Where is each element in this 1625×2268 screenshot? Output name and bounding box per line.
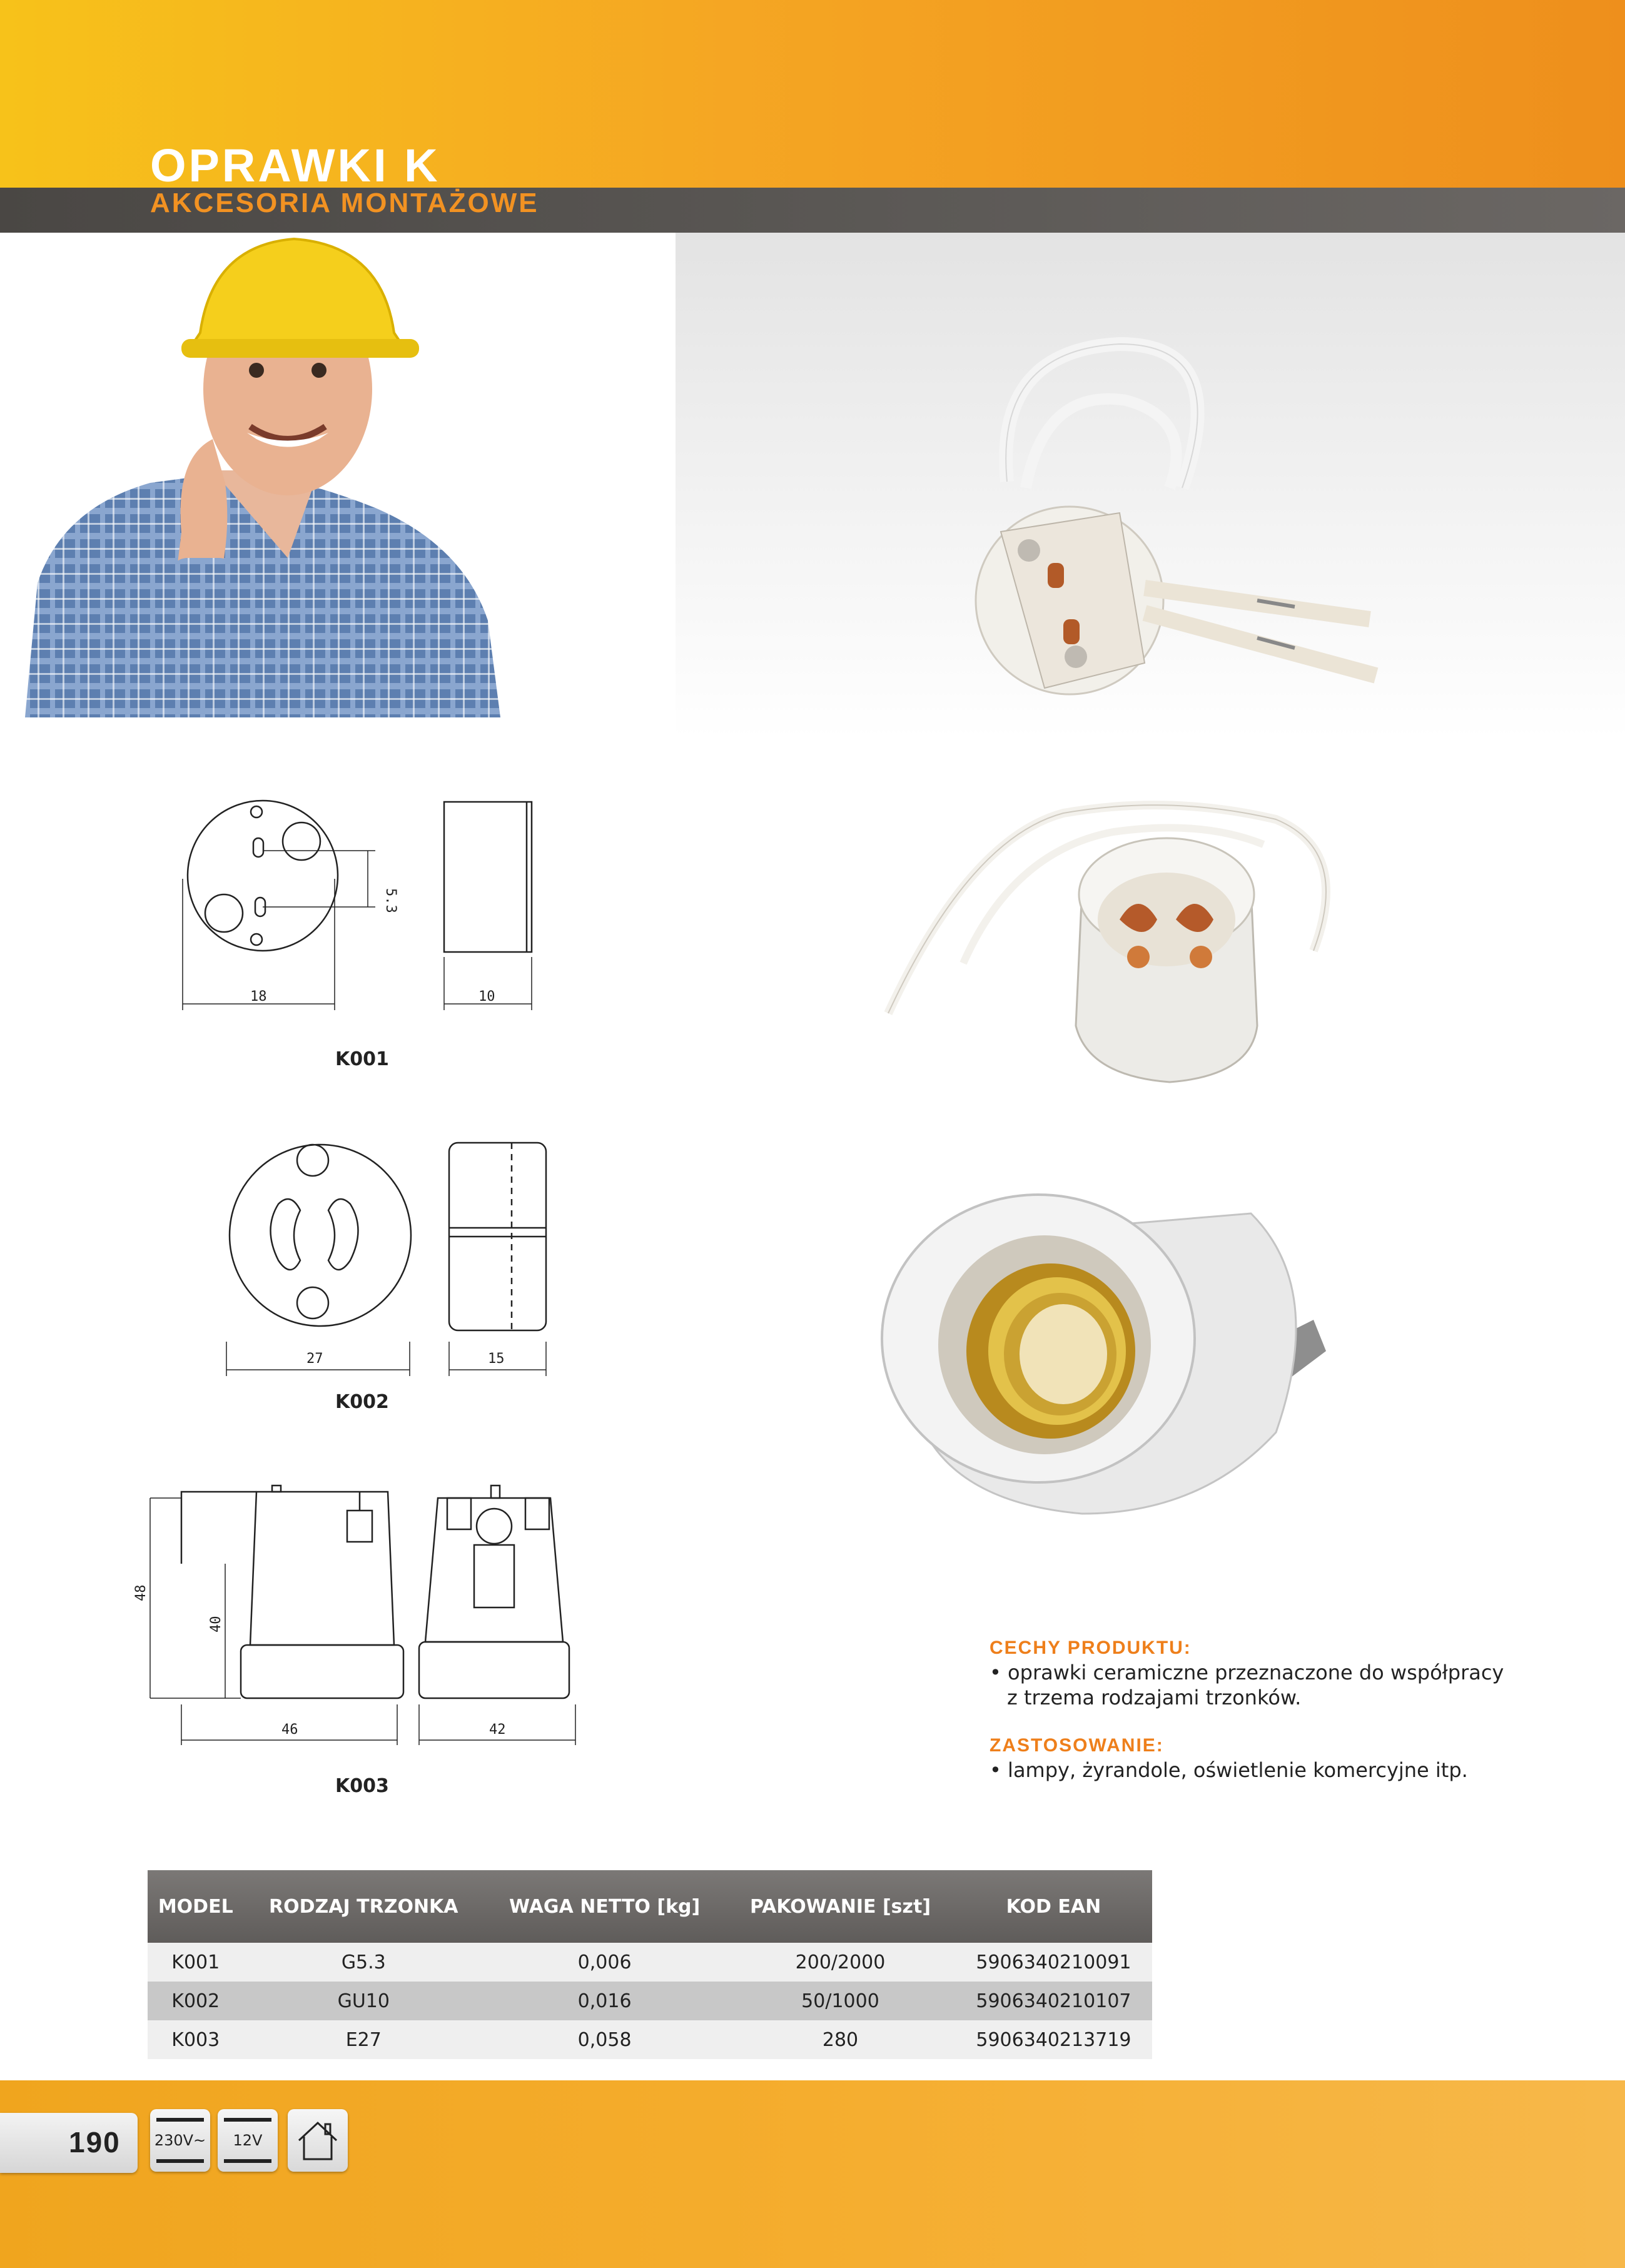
voltage-230v-label: 230V~	[154, 2132, 206, 2149]
cell-weight: 0,058	[483, 2020, 726, 2059]
k002-product-photo	[876, 776, 1351, 1101]
cell-weight: 0,016	[483, 1982, 726, 2020]
table-row	[148, 1982, 1152, 2020]
footer-band	[0, 2080, 1625, 2268]
voltage-12v-icon	[218, 2109, 278, 2172]
k003-dim-depth: 42	[489, 1722, 506, 1738]
page-number: 190	[69, 2126, 121, 2159]
features-text-2: z trzema rodzajami trzonków.	[1007, 1686, 1302, 1709]
spec-table	[148, 1870, 1152, 2059]
cell-weight: 0,006	[483, 1943, 726, 1982]
k001-drawing	[169, 794, 557, 1020]
k003-product-photo	[876, 1163, 1326, 1539]
k001-label: K001	[335, 1048, 389, 1070]
cell-socket: E27	[244, 2020, 484, 2059]
col-net-weight: WAGA NETTO [kg]	[483, 1870, 726, 1943]
home-icon	[288, 2109, 348, 2172]
col-socket-type: RODZAJ TRZONKA	[244, 1870, 484, 1943]
cell-ean: 5906340213719	[955, 2020, 1152, 2059]
table-row	[148, 2020, 1152, 2059]
cell-socket: G5.3	[244, 1943, 484, 1982]
cell-socket: GU10	[244, 1982, 484, 2020]
usage-text: • lampy, żyrandole, oświetlenie komercyjne itp.	[990, 1758, 1468, 1782]
page-title: OPRAWKI K	[150, 139, 440, 191]
cell-packaging: 200/2000	[726, 1943, 955, 1982]
table-row	[148, 1943, 1152, 1982]
k002-dim-width: 27	[306, 1351, 323, 1367]
k001-dim-width: 18	[250, 989, 267, 1005]
col-ean: KOD EAN	[955, 1870, 1152, 1943]
k003-dim-height: 48	[133, 1584, 149, 1601]
voltage-12v-label: 12V	[233, 2132, 263, 2149]
col-model: MODEL	[148, 1870, 244, 1943]
cell-model: K001	[148, 1943, 244, 1982]
k002-dim-depth: 15	[488, 1351, 505, 1367]
col-packaging: PAKOWANIE [szt]	[726, 1870, 955, 1943]
cell-packaging: 280	[726, 2020, 955, 2059]
cell-packaging: 50/1000	[726, 1982, 955, 2020]
cell-model: K003	[148, 2020, 244, 2059]
k003-dim-width: 46	[281, 1722, 298, 1738]
features-heading: CECHY PRODUKTU:	[990, 1638, 1192, 1658]
k001-dim-depth: 10	[478, 989, 495, 1005]
k001-product-photo	[857, 325, 1420, 701]
cell-ean: 5906340210091	[955, 1943, 1152, 1982]
k001-dim-pin: 5.3	[383, 888, 398, 913]
worker-photo	[25, 233, 563, 717]
table-header-row	[148, 1870, 1152, 1943]
cell-ean: 5906340210107	[955, 1982, 1152, 2020]
k003-dim-inner-height: 40	[208, 1616, 224, 1633]
k002-drawing	[219, 1135, 569, 1379]
voltage-230v-icon	[150, 2109, 210, 2172]
k003-drawing	[131, 1482, 588, 1758]
page-subtitle: AKCESORIA MONTAŻOWE	[150, 188, 539, 218]
k003-label: K003	[335, 1775, 389, 1797]
k002-label: K002	[335, 1391, 389, 1413]
cell-model: K002	[148, 1982, 244, 2020]
product-features	[990, 1638, 1552, 1783]
features-text-1: • oprawki ceramiczne przeznaczone do współpracy	[990, 1661, 1504, 1684]
usage-heading: ZASTOSOWANIE:	[990, 1735, 1164, 1756]
